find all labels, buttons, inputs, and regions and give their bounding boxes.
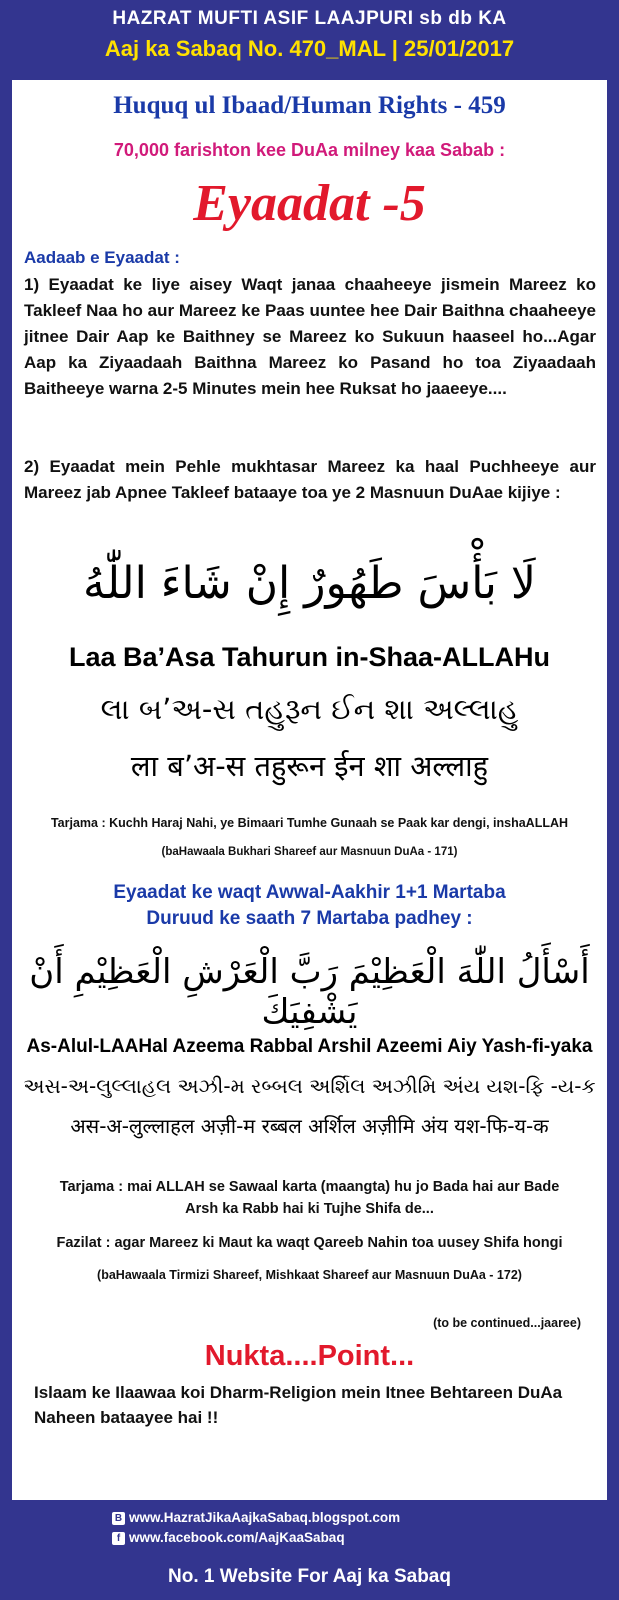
dua-2-gujarati: અસ-અ-લુલ્લાહલ અઝી-મ રબ્બલ અર્શિલ અઝીમિ અંય યશ-ફિ -ય-ક bbox=[23, 1074, 596, 1098]
dua-1-reference: (baHawaala Bukhari Shareef aur Masnuun DuAa - 171) bbox=[161, 846, 458, 858]
dua-1-arabic: لَا بَأْسَ طَهُورٌ إِنْ شَاءَ اللّٰهُ bbox=[83, 558, 536, 609]
dua-2-tarjama-line-2: Arsh ka Rabb hai ki Tujhe Shifa de... bbox=[185, 1201, 434, 1217]
facebook-link[interactable] bbox=[112, 1530, 345, 1545]
topic-title: Eyaadat -5 bbox=[193, 175, 426, 232]
content-card bbox=[12, 80, 607, 1500]
dua-2-arabic: أَسْأَلُ اللّٰهَ الْعَظِيْمَ رَبَّ الْعَرْشِ الْعَظِيْمِ أَنْ يَشْفِيَكَ bbox=[29, 952, 590, 1032]
header-lesson-number-date: Aaj ka Sabaq No. 470_MAL | 25/01/2017 bbox=[104, 36, 515, 61]
to-be-continued: (to be continued...jaaree) bbox=[433, 1316, 581, 1330]
point-1: 1) Eyaadat ke liye aisey Waqt janaa chaaheeye jismein Mareez ko Takleef Naa ho aur Mareez ke Paas uuntee hee Dair Baithna chaaheeye jitnee Dair Aap ke Baithney se Mareez ko Sukuun haaseel ho...Agar Aap ka Ziyaadaah Baithna Mareez ko Pasand ho toa Ziyaadaah Baitheeye warna 2-5 Minutes mein hee Ruksat ho jaaeeye.... bbox=[24, 275, 596, 398]
series-title: Huquq ul Ibaad/Human Rights - 459 bbox=[113, 92, 506, 119]
blog-url: www.HazratJikaAajkaSabaq.blogspot.com bbox=[129, 1510, 401, 1525]
dua-2-hindi: अस-अ-लुल्लाहल अज़ी-म रब्बल अर्शिल अज़ीमि अंय यश-फि-य-क bbox=[70, 1114, 549, 1138]
dua-2-intro-line-1: Eyaadat ke waqt Awwal-Aakhir 1+1 Martaba bbox=[113, 882, 506, 903]
dua-2-reference: (baHawaala Tirmizi Shareef, Mishkaat Shareef aur Masnuun DuAa - 172) bbox=[97, 1268, 522, 1282]
dua-1-gujarati: લા બ’અ-સ તહુરૂન ઈન શા અલ્લાહુ bbox=[100, 692, 519, 726]
nukta-heading: Nukta....Point... bbox=[204, 1340, 415, 1372]
blogger-icon: B bbox=[112, 1512, 125, 1525]
dua-1-tarjama: Tarjama : Kuchh Haraj Nahi, ye Bimaari Tumhe Gunaah se Paak kar dengi, inshaALLAH bbox=[50, 816, 569, 830]
dua-2-tarjama-line-1: Tarjama : mai ALLAH se Sawaal karta (maangta) hu jo Bada hai aur Bade bbox=[59, 1179, 560, 1195]
blog-link[interactable] bbox=[112, 1510, 400, 1525]
dua-2-roman: As-Alul-LAAHal Azeema Rabbal Arshil Azeemi Aiy Yash-fi-yaka bbox=[26, 1036, 593, 1057]
header-title: HAZRAT MUFTI ASIF LAAJPURI sb db KA bbox=[112, 8, 507, 29]
section-heading: Aadaab e Eyaadat : bbox=[24, 248, 180, 267]
dua-1-hindi: ला ब’अ-स तहुरून ईन शा अल्लाहु bbox=[130, 749, 489, 783]
dua-1-roman: Laa Ba’Asa Tahurun in-Shaa-ALLAHu bbox=[68, 642, 551, 672]
footer-tagline: No. 1 Website For Aaj ka Sabaq bbox=[168, 1566, 451, 1587]
subtitle: 70,000 farishton kee DuAa milney kaa Sabab : bbox=[113, 140, 506, 160]
facebook-url: www.facebook.com/AajKaaSabaq bbox=[129, 1530, 345, 1545]
facebook-icon: f bbox=[112, 1532, 125, 1545]
dua-2-fazilat: Fazilat : agar Mareez ki Maut ka waqt Qareeb Nahin toa uusey Shifa hongi bbox=[56, 1235, 563, 1251]
nukta-text: Islaam ke Ilaawaa koi Dharm-Religion mein Itnee Behtareen DuAa Naheen bataayee hai !! bbox=[34, 1383, 563, 1427]
point-2: 2) Eyaadat mein Pehle mukhtasar Mareez ka haal Puchheeye aur Mareez jab Apnee Takleef bataaye toa ye 2 Masnuun DuAae kijiye : bbox=[24, 457, 596, 502]
dua-2-intro-line-2: Duruud ke saath 7 Martaba padhey : bbox=[146, 908, 473, 929]
